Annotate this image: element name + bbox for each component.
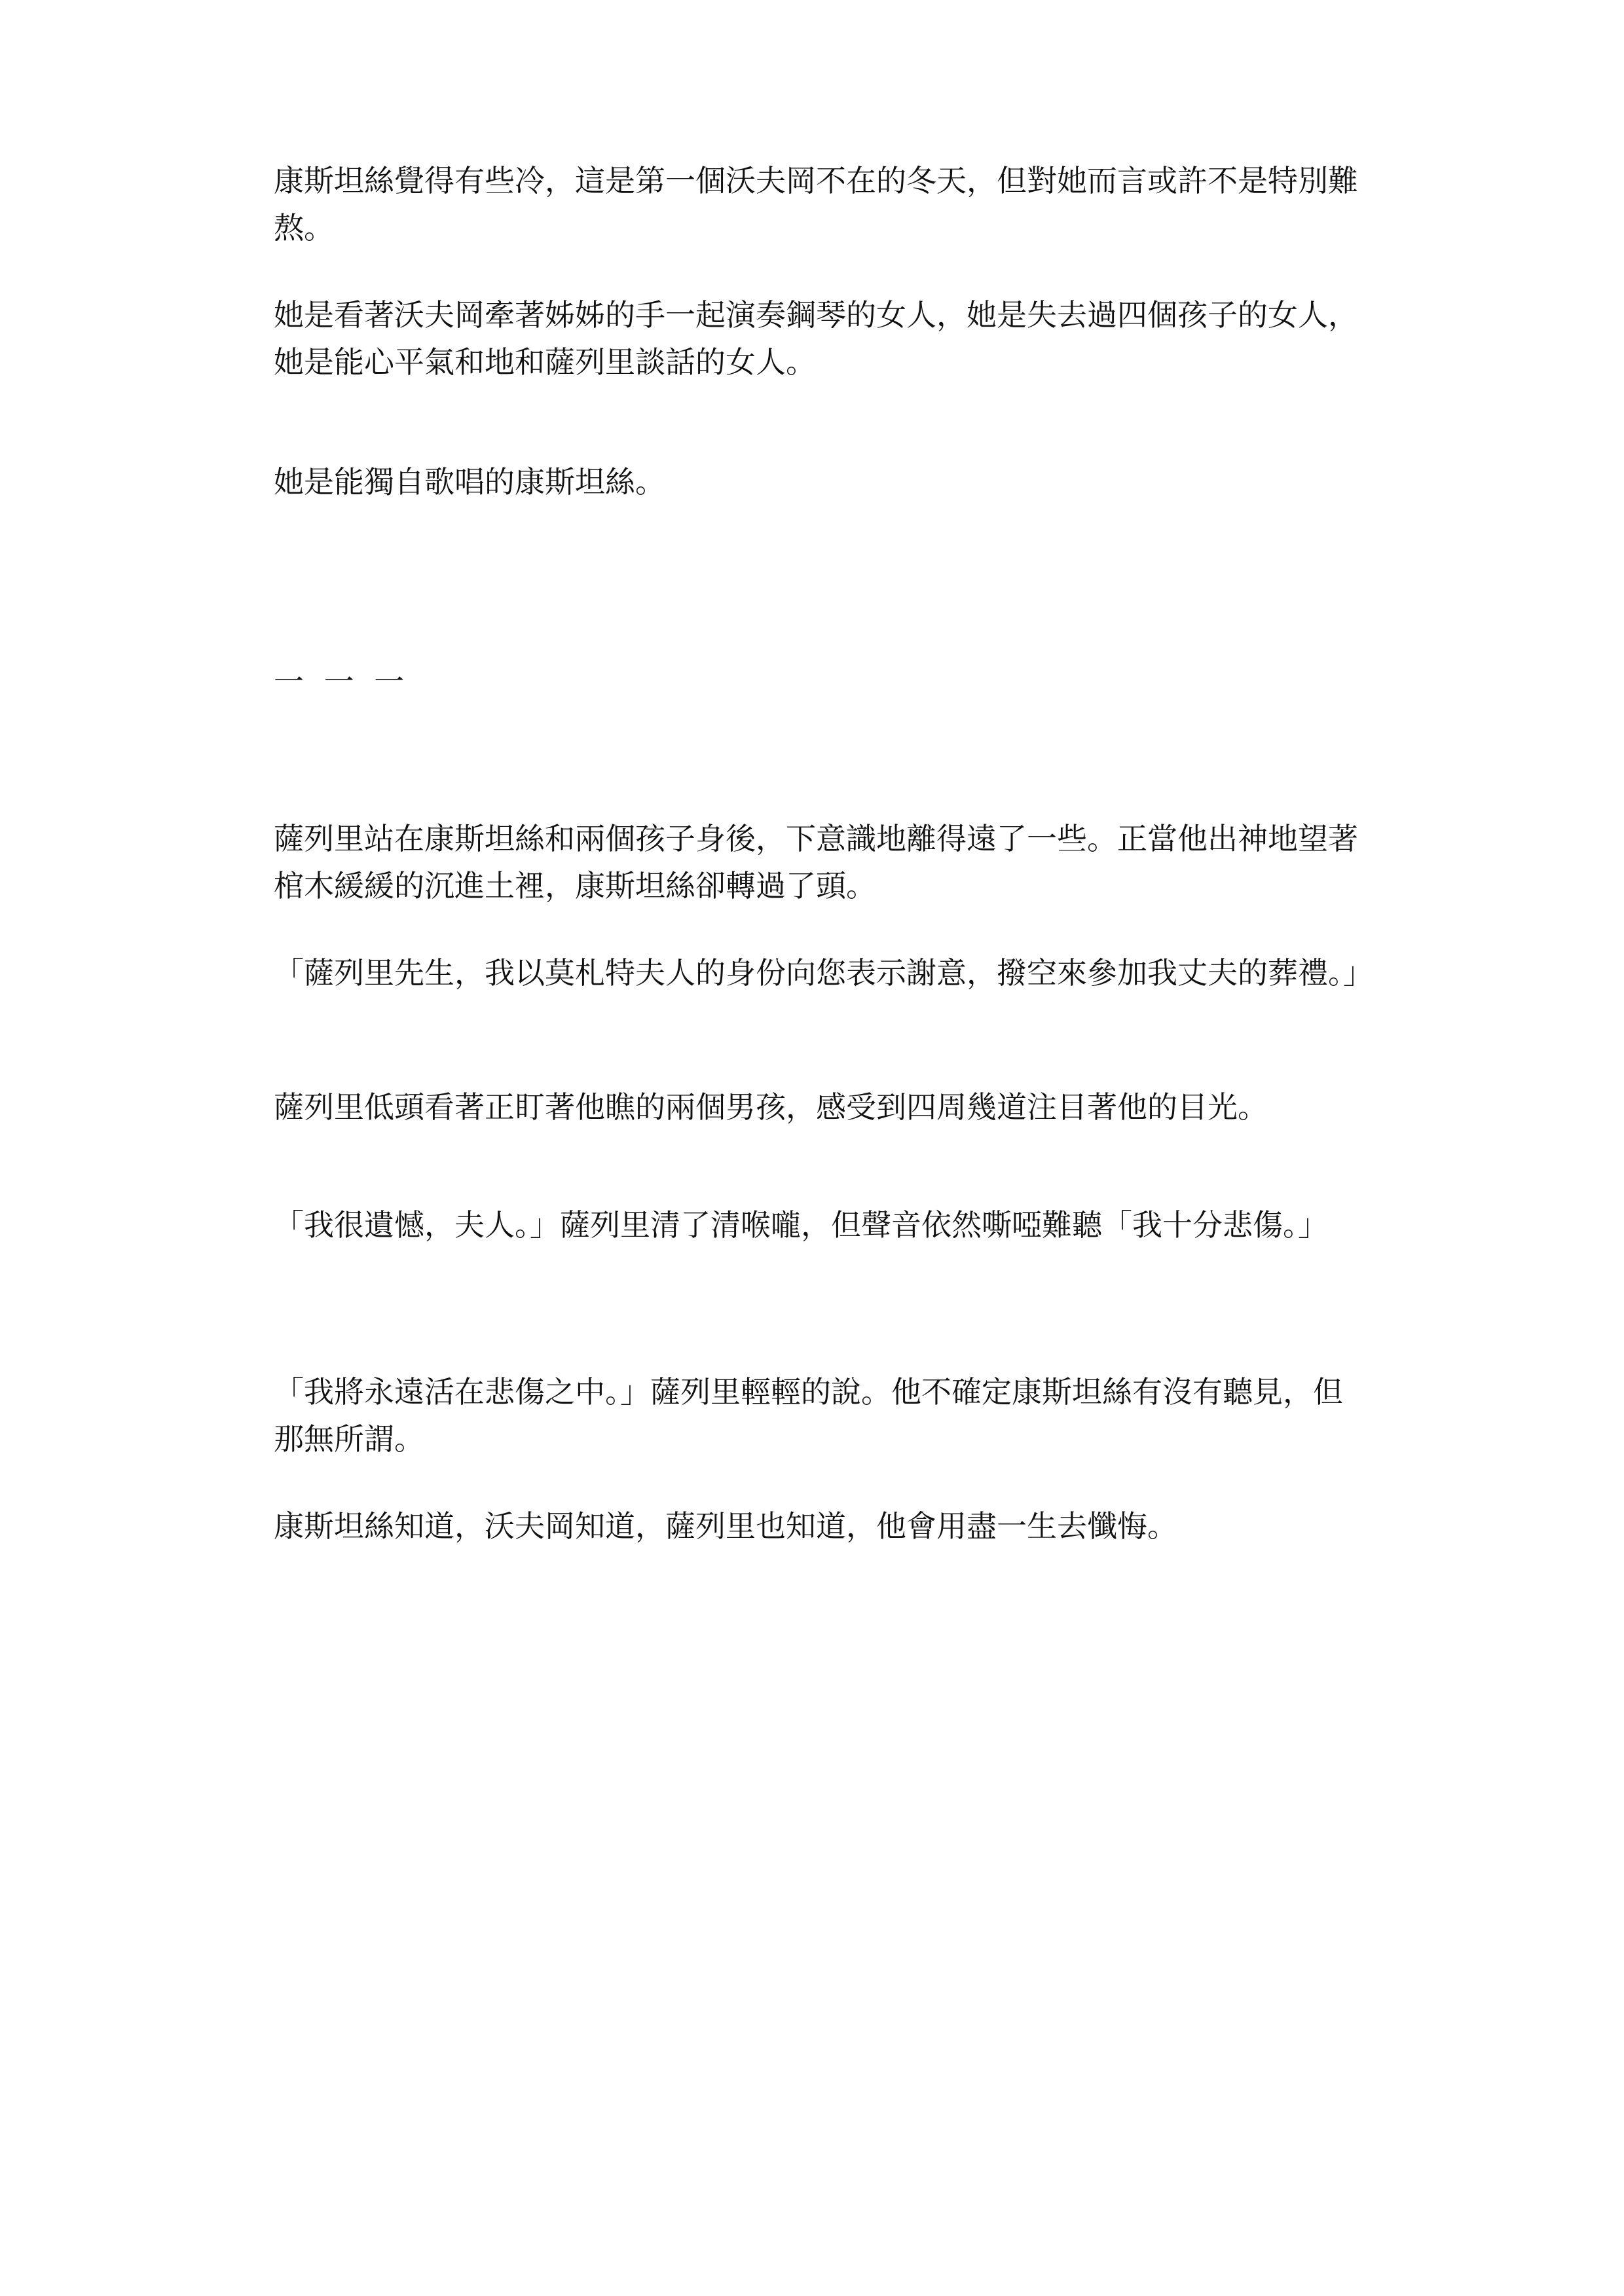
- paragraph-4: 薩列里站在康斯坦絲和兩個孩子身後，下意識地離得遠了一些。正當他出神地望著棺木緩緩的沉進土裡，康斯坦絲卻轉過了頭。: [274, 821, 1358, 903]
- paragraph-3: 她是能獨自歌唱的康斯坦絲。: [274, 464, 665, 500]
- paragraph-6: 薩列里低頭看著正盯著他瞧的兩個男孩，感受到四周幾道注目著他的目光。: [274, 1089, 1268, 1125]
- paragraph-2: 她是看著沃夫岡牽著姊姊的手一起演奏鋼琴的女人，她是失去過四個孩子的女人，她是能心平氣和地和薩列里談話的女人。: [274, 297, 1358, 380]
- paragraph-8: 「我將永遠活在悲傷之中。」薩列里輕輕的說。他不確定康斯坦絲有沒有聽見，但那無所謂。: [274, 1374, 1343, 1457]
- paragraph-1: 康斯坦絲覺得有些冷，這是第一個沃夫岡不在的冬天，但對她而言或許不是特別難熬。: [274, 163, 1358, 246]
- paragraph-9: 康斯坦絲知道，沃夫岡知道，薩列里也知道，他會用盡一生去懺悔。: [274, 1508, 1177, 1544]
- section-divider: 一 一 一: [274, 664, 410, 699]
- paragraph-7: 「我很遺憾，夫人。」薩列里清了清喉嚨，但聲音依然嘶啞難聽「我十分悲傷。」: [274, 1207, 1328, 1243]
- paragraph-5: 「薩列里先生，我以莫札特夫人的身份向您表示謝意，撥空來參加我丈夫的葬禮。」: [274, 955, 1373, 991]
